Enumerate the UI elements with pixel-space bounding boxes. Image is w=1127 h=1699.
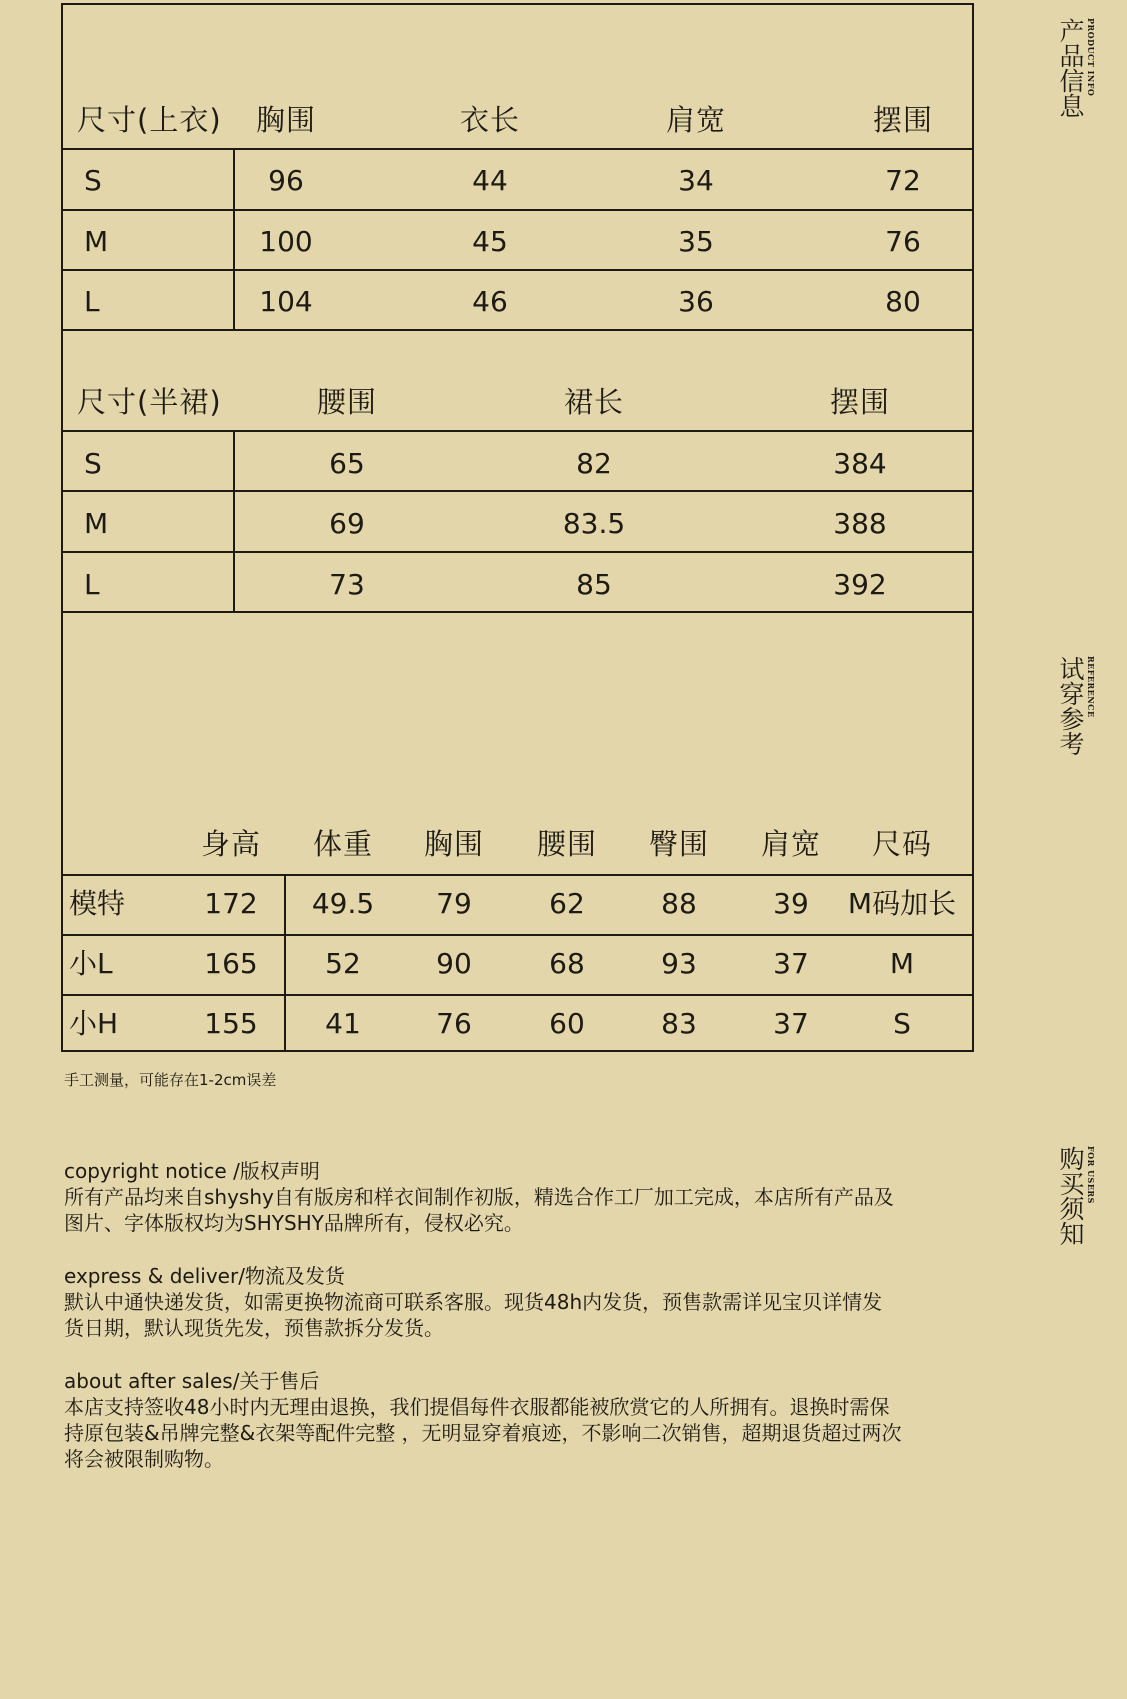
section-title: copyright notice /版权声明 — [64, 1159, 320, 1183]
ref-header-weight: 体重 — [312, 827, 374, 861]
table-cell: 52 — [325, 947, 361, 980]
table-cell: S — [893, 1007, 911, 1040]
top-header-shoulder: 肩宽 — [665, 103, 727, 137]
table-cell: M — [84, 507, 109, 540]
divider — [61, 874, 974, 876]
table-cell: M码加长 — [847, 887, 957, 920]
table-cell: 96 — [268, 164, 304, 197]
ref-header-height: 身高 — [200, 827, 262, 861]
section-line: 本店支持签收48小时内无理由退换，我们提倡每件衣服都能被欣赏它的人所拥有。退换时需保 — [64, 1395, 890, 1419]
skirt-header-size: 尺寸(半裙) — [77, 385, 222, 419]
top-header-chest: 胸围 — [255, 103, 317, 137]
table-cell: 49.5 — [311, 887, 375, 920]
ref-header-waist: 腰围 — [536, 827, 598, 861]
table-cell: 76 — [885, 225, 921, 258]
divider — [61, 430, 974, 432]
table-cell: 165 — [204, 947, 258, 980]
top-header-hem: 摆围 — [872, 103, 934, 137]
table-cell: 35 — [678, 225, 714, 258]
measurement-note: 手工测量，可能存在1-2cm误差 — [64, 1071, 277, 1089]
section-line: 将会被限制购物。 — [64, 1447, 224, 1471]
table-cell: 104 — [259, 285, 313, 318]
table-cell: 79 — [436, 887, 472, 920]
side-label-for-users: 购买须知 — [1056, 1146, 1085, 1246]
table-cell: 62 — [549, 887, 585, 920]
column-divider — [284, 874, 286, 1052]
table-cell: 45 — [472, 225, 508, 258]
side-label-product-info-en: PRODUCT INFO — [1086, 18, 1096, 97]
table-cell: 68 — [549, 947, 585, 980]
top-header-length: 衣长 — [459, 103, 521, 137]
table-cell: 36 — [678, 285, 714, 318]
table-cell: 85 — [576, 568, 612, 601]
divider — [61, 148, 974, 150]
table-cell: 小H — [69, 1007, 119, 1040]
table-cell: 76 — [436, 1007, 472, 1040]
table-cell: 388 — [833, 507, 887, 540]
section-line: 货日期，默认现货先发，预售款拆分发货。 — [64, 1316, 444, 1340]
table-cell: 72 — [885, 164, 921, 197]
table-cell: 82 — [576, 447, 612, 480]
skirt-header-hem: 摆围 — [829, 385, 891, 419]
table-cell: 172 — [204, 887, 258, 920]
divider — [61, 994, 974, 996]
divider — [61, 611, 974, 613]
divider — [61, 490, 974, 492]
side-label-reference-en: REFERENCE — [1086, 656, 1096, 718]
table-cell: 88 — [661, 887, 697, 920]
ref-header-size: 尺码 — [871, 827, 933, 861]
divider — [61, 209, 974, 211]
table-cell: 37 — [773, 1007, 809, 1040]
column-divider — [233, 430, 235, 611]
table-cell: M — [889, 947, 915, 980]
table-cell: 83 — [661, 1007, 697, 1040]
table-cell: M — [84, 225, 109, 258]
section-after-sales — [64, 1368, 984, 1472]
side-label-for-users-en: FOR USERS — [1086, 1146, 1096, 1204]
table-cell: 模特 — [69, 887, 126, 920]
side-label-reference: 试穿参考 — [1056, 656, 1085, 756]
table-cell: 60 — [549, 1007, 585, 1040]
section-copyright — [64, 1158, 984, 1236]
skirt-header-waist: 腰围 — [316, 385, 378, 419]
table-cell: 90 — [436, 947, 472, 980]
section-line: 默认中通快递发货，如需更换物流商可联系客服。现货48h内发货，预售款需详见宝贝详情发 — [64, 1290, 883, 1314]
table-cell: 39 — [773, 887, 809, 920]
section-line: 图片、字体版权均为SHYSHY品牌所有，侵权必究。 — [64, 1211, 524, 1235]
divider — [61, 329, 974, 331]
divider — [61, 269, 974, 271]
section-line: 所有产品均来自shyshy自有版房和样衣间制作初版，精选合作工厂加工完成，本店所有产品及 — [64, 1185, 894, 1209]
table-cell: S — [84, 447, 102, 480]
skirt-header-length: 裙长 — [563, 385, 625, 419]
ref-header-shoulder: 肩宽 — [760, 827, 822, 861]
table-cell: S — [84, 164, 102, 197]
table-cell: 65 — [329, 447, 365, 480]
section-title: express & deliver/物流及发货 — [64, 1264, 345, 1288]
table-cell: 384 — [833, 447, 887, 480]
table-cell: 34 — [678, 164, 714, 197]
table-cell: 41 — [325, 1007, 361, 1040]
table-cell: 93 — [661, 947, 697, 980]
table-cell: 80 — [885, 285, 921, 318]
table-cell: 155 — [204, 1007, 258, 1040]
ref-header-chest: 胸围 — [423, 827, 485, 861]
divider — [61, 551, 974, 553]
table-cell: 69 — [329, 507, 365, 540]
table-cell: 83.5 — [562, 507, 626, 540]
section-title: about after sales/关于售后 — [64, 1369, 320, 1393]
section-line: 持原包装&吊牌完整&衣架等配件完整 ，无明显穿着痕迹，不影响二次销售，超期退货超过两次 — [64, 1421, 902, 1445]
table-cell: 小L — [69, 947, 113, 980]
table-cell: 44 — [472, 164, 508, 197]
column-divider — [233, 148, 235, 329]
table-cell: 100 — [259, 225, 313, 258]
table-cell: L — [84, 568, 100, 601]
table-cell: 73 — [329, 568, 365, 601]
table-cell: 37 — [773, 947, 809, 980]
table-cell: 46 — [472, 285, 508, 318]
section-express — [64, 1263, 984, 1341]
divider — [61, 934, 974, 936]
table-cell: L — [84, 285, 100, 318]
table-cell: 392 — [833, 568, 887, 601]
side-label-product-info: 产品信息 — [1056, 18, 1085, 118]
top-header-size: 尺寸(上衣) — [77, 103, 222, 137]
ref-header-hip: 臀围 — [648, 827, 710, 861]
